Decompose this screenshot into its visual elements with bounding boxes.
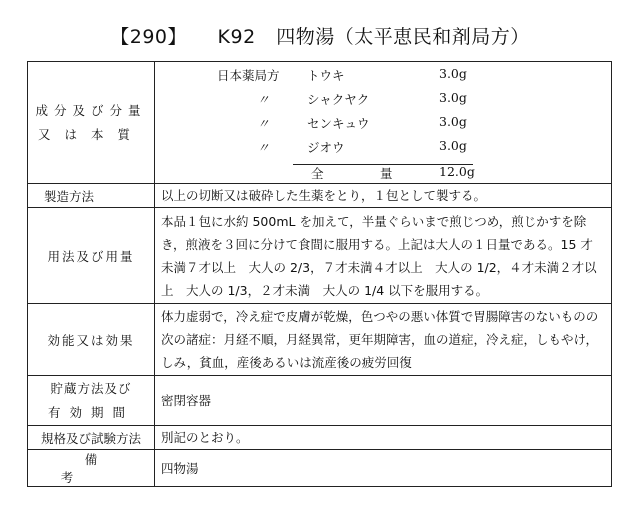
ingredient-name: トウキ xyxy=(307,68,345,83)
ingredients-cell xyxy=(155,62,612,184)
document-title xyxy=(0,22,640,49)
ingredient-name: ジオウ xyxy=(307,140,345,155)
efficacy-label xyxy=(28,304,155,376)
ingredient-item xyxy=(155,90,611,110)
ingredient-source: 日本薬局方 xyxy=(217,68,280,83)
manufacturing-row xyxy=(28,184,612,208)
manufacturing-text: 以上の切断又は破砕した生薬をとり，１包として製する。 xyxy=(155,184,612,208)
ingredient-item xyxy=(155,66,611,86)
storage-text: 密閉容器 xyxy=(155,376,612,426)
remarks-label xyxy=(28,450,155,487)
storage-label-line2: 有効期間 xyxy=(47,404,134,420)
ingredient-source: 〃 xyxy=(257,116,270,131)
title-name: 四物湯（太平恵民和剤局方） xyxy=(276,26,530,48)
ingredients-label-line2: 又は本質 xyxy=(37,126,144,142)
title-code: K92 xyxy=(217,26,256,48)
storage-row xyxy=(28,376,612,426)
ingredients-label-line1: 成分及び分量 xyxy=(35,102,147,118)
ingredient-total xyxy=(155,164,611,184)
ingredients-label xyxy=(28,62,155,184)
usage-row xyxy=(28,208,612,304)
ingredient-source: 〃 xyxy=(257,140,270,155)
remarks-text: 四物湯 xyxy=(155,450,612,487)
storage-label xyxy=(28,376,155,426)
ingredient-item xyxy=(155,114,611,134)
efficacy-label-text: 効能又は効果 xyxy=(47,332,135,348)
specs-text: 別記のとおり。 xyxy=(155,426,612,450)
usage-text: 本品１包に水約 500mL を加えて，半量ぐらいまで煎じつめ，煎じかすを除き，煎液を３回に分けて食間に服用する。上記は大人の１日量である。15 才未満７才以上 大人の 2/3，７才未満４才以上 大人の 1/2，４才未満２才以上 大人の 1/3，２才未満 大人の 1/4 以下を服用する。 xyxy=(155,208,612,304)
remarks-row xyxy=(28,450,612,487)
ingredient-name: シャクヤク xyxy=(307,92,370,107)
total-amount: 12.0g xyxy=(439,164,475,179)
ingredient-amount: 3.0g xyxy=(439,90,467,105)
remarks-label-text: 備考 xyxy=(60,452,146,485)
usage-label xyxy=(28,208,155,304)
storage-label-line1: 貯蔵方法及び xyxy=(50,380,132,396)
title-number: 【290】 xyxy=(110,26,187,48)
specs-row xyxy=(28,426,612,450)
usage-label-text: 用法及び用量 xyxy=(47,248,135,264)
manufacturing-label-text: 製造方法 xyxy=(44,188,95,204)
specs-label-text: 規格及び試験方法 xyxy=(40,430,141,446)
formulation-table xyxy=(27,61,612,487)
total-label: 全 量 xyxy=(311,166,415,181)
efficacy-text: 体力虚弱で，冷え症で皮膚が乾燥，色つやの悪い体質で胃腸障害のないものの次の諸症：月経不順，月経異常，更年期障害，血の道症，冷え症，しもやけ，しみ，貧血，産後あるいは流産後の疲労回復 xyxy=(155,304,612,376)
manufacturing-label xyxy=(28,184,155,208)
ingredient-name: センキュウ xyxy=(307,116,370,131)
ingredient-source: 〃 xyxy=(257,92,270,107)
ingredient-amount: 3.0g xyxy=(439,66,467,81)
ingredients-row xyxy=(28,62,612,184)
efficacy-row xyxy=(28,304,612,376)
ingredient-amount: 3.0g xyxy=(439,114,467,129)
ingredient-item xyxy=(155,138,611,158)
ingredient-amount: 3.0g xyxy=(439,138,467,153)
specs-label xyxy=(28,426,155,450)
